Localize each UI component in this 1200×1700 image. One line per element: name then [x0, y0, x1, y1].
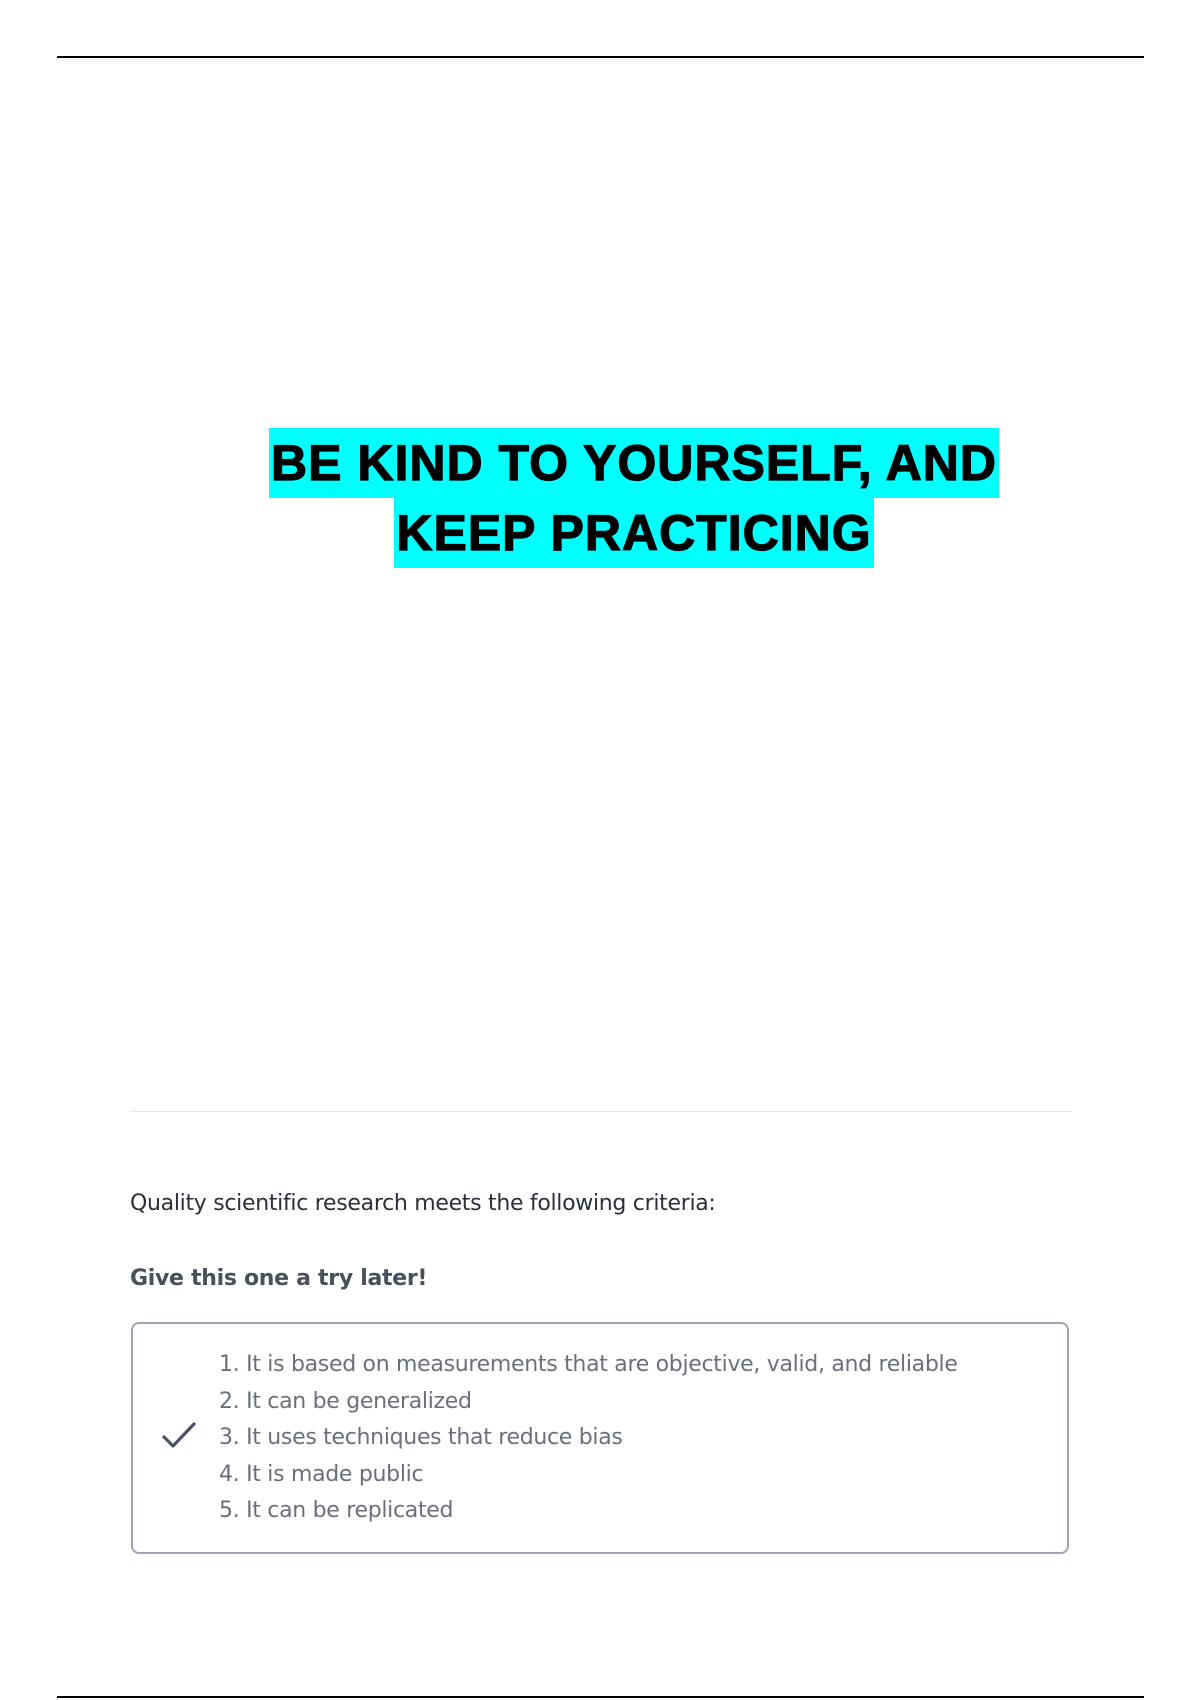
- list-item: 3. It uses techniques that reduce bias: [219, 1425, 623, 1450]
- answer-card: [131, 1322, 1069, 1554]
- list-item: 2. It can be generalized: [219, 1388, 472, 1414]
- question-prompt: Quality scientific research meets the following criteria:: [130, 1191, 716, 1216]
- banner-line-1: BE KIND TO YOURSELF, AND: [269, 428, 999, 498]
- banner-line-2: KEEP PRACTICING: [394, 498, 873, 568]
- answer-list: [219, 1347, 958, 1530]
- motivation-banner: [0, 428, 1200, 568]
- list-item: 5. It can be replicated: [219, 1498, 454, 1523]
- section-divider: [130, 1111, 1072, 1112]
- list-item: 4. It is made public: [219, 1461, 424, 1487]
- question-hint: Give this one a try later!: [130, 1266, 428, 1291]
- list-item: 1. It is based on measurements that are objective, valid, and reliable: [219, 1352, 958, 1377]
- checkmark-icon: [161, 1420, 197, 1452]
- bottom-rule: [57, 1696, 1144, 1698]
- top-rule: [57, 56, 1144, 58]
